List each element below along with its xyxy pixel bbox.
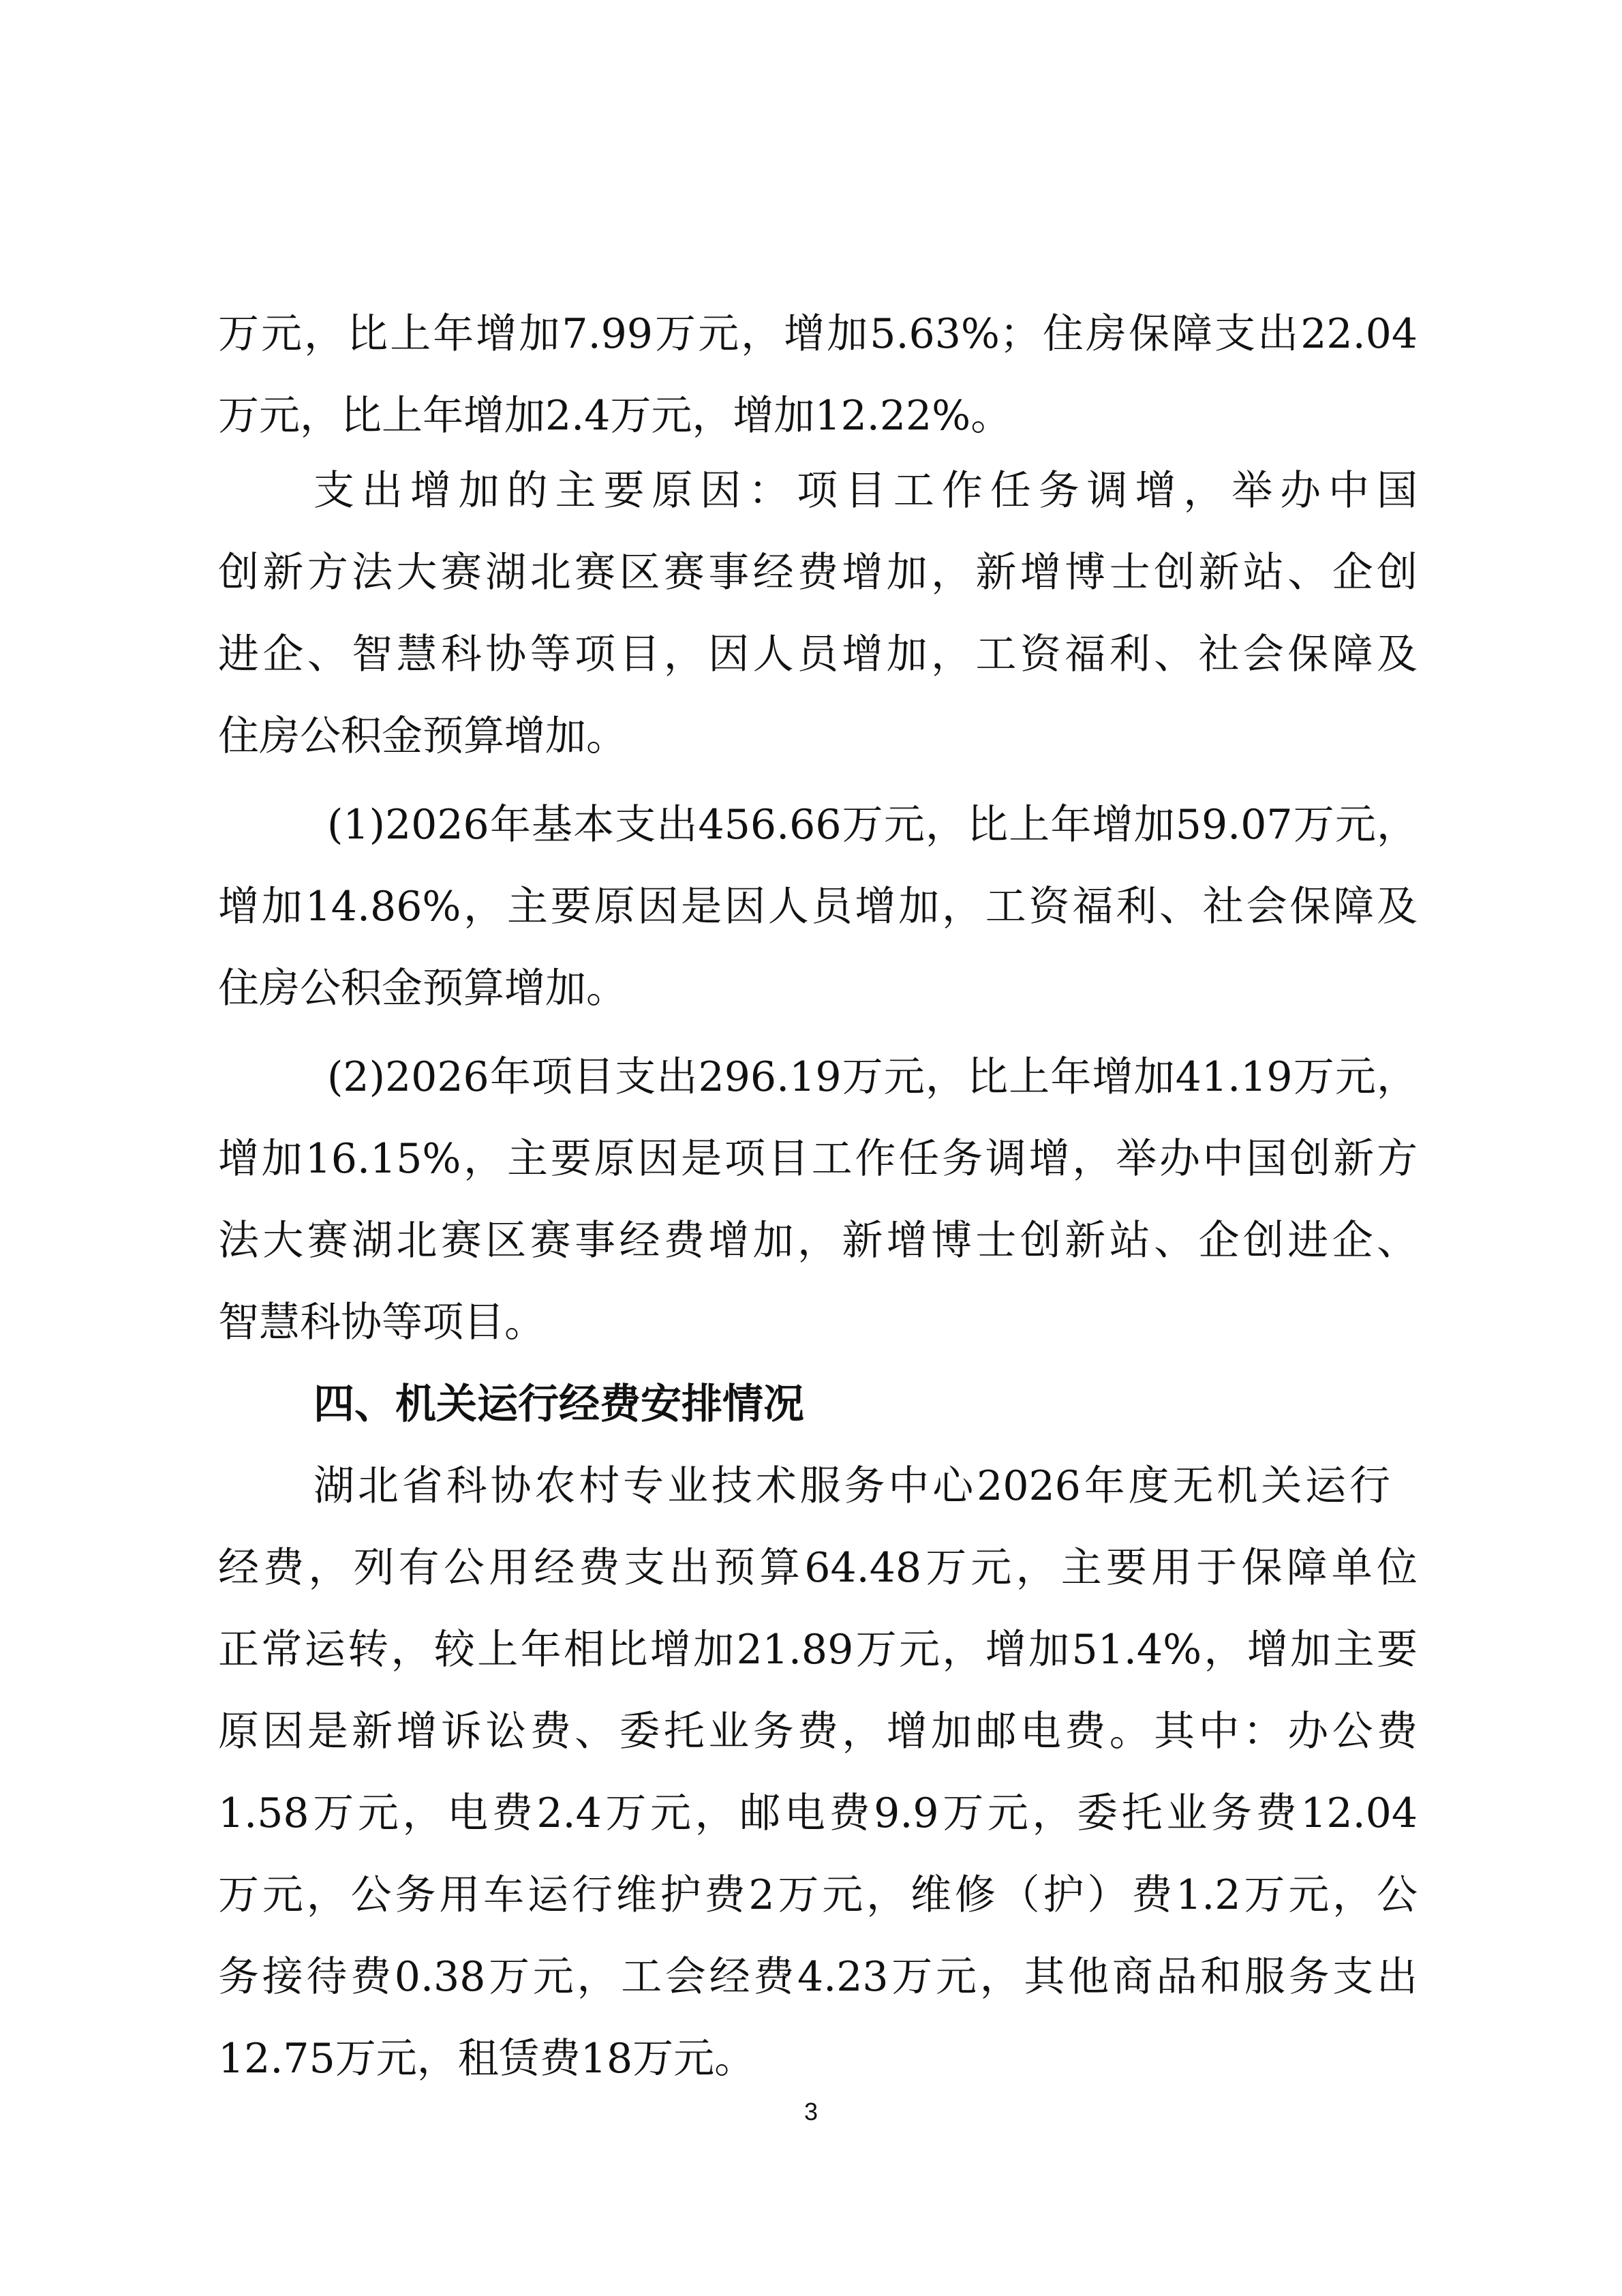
paragraph-line: 万元，公务用车运行维护费2万元，维修（护）费1.2万元，公 <box>218 1871 1418 1919</box>
paragraph-line: 进企、智慧科协等项目，因人员增加，工资福利、社会保障及 <box>218 631 1418 678</box>
paragraph-line: 12.75万元，租赁费18万元。 <box>218 2035 756 2083</box>
paragraph-line: 1.58万元，电费2.4万元，邮电费9.9万元，委托业务费12.04 <box>218 1789 1418 1837</box>
paragraph-line: 住房公积金预算增加。 <box>218 712 627 760</box>
paragraph-line: 万元，比上年增加7.99万元，增加5.63%；住房保障支出22.04 <box>218 310 1418 358</box>
paragraph-line: 增加14.86%，主要原因是因人员增加，工资福利、社会保障及 <box>218 883 1418 931</box>
paragraph-line: 湖北省科协农村专业技术服务中心2026年度无机关运行 <box>313 1462 1390 1510</box>
paragraph-line: (1)2026年基本支出456.66万元，比上年增加59.07万元， <box>327 801 1418 849</box>
paragraph-line: 原因是新增诉讼费、委托业务费，增加邮电费。其中：办公费 <box>218 1708 1418 1755</box>
paragraph-line: 正常运转，较上年相比增加21.89万元，增加51.4%，增加主要 <box>218 1626 1418 1674</box>
paragraph-line: 法大赛湖北赛区赛事经费增加，新增博士创新站、企创进企、 <box>218 1217 1418 1265</box>
paragraph-line: 住房公积金预算增加。 <box>218 965 627 1012</box>
paragraph-line: 经费，列有公用经费支出预算64.48万元，主要用于保障单位 <box>218 1544 1418 1592</box>
paragraph-line: 创新方法大赛湖北赛区赛事经费增加，新增博士创新站、企创 <box>218 549 1418 596</box>
paragraph-line: 支出增加的主要原因：项目工作任务调增，举办中国 <box>313 467 1418 515</box>
paragraph-line: (2)2026年项目支出296.19万元，比上年增加41.19万元， <box>327 1053 1418 1101</box>
paragraph-line: 务接待费0.38万元，工会经费4.23万元，其他商品和服务支出 <box>218 1953 1418 2001</box>
page-number: 3 <box>804 2098 818 2126</box>
paragraph-line: 增加16.15%，主要原因是项目工作任务调增，举办中国创新方 <box>218 1135 1418 1183</box>
section-heading: 四、机关运行经费安排情况 <box>313 1380 804 1428</box>
paragraph-line: 智慧科协等项目。 <box>218 1299 545 1346</box>
paragraph-line: 万元，比上年增加2.4万元，增加12.22%。 <box>218 392 1012 440</box>
